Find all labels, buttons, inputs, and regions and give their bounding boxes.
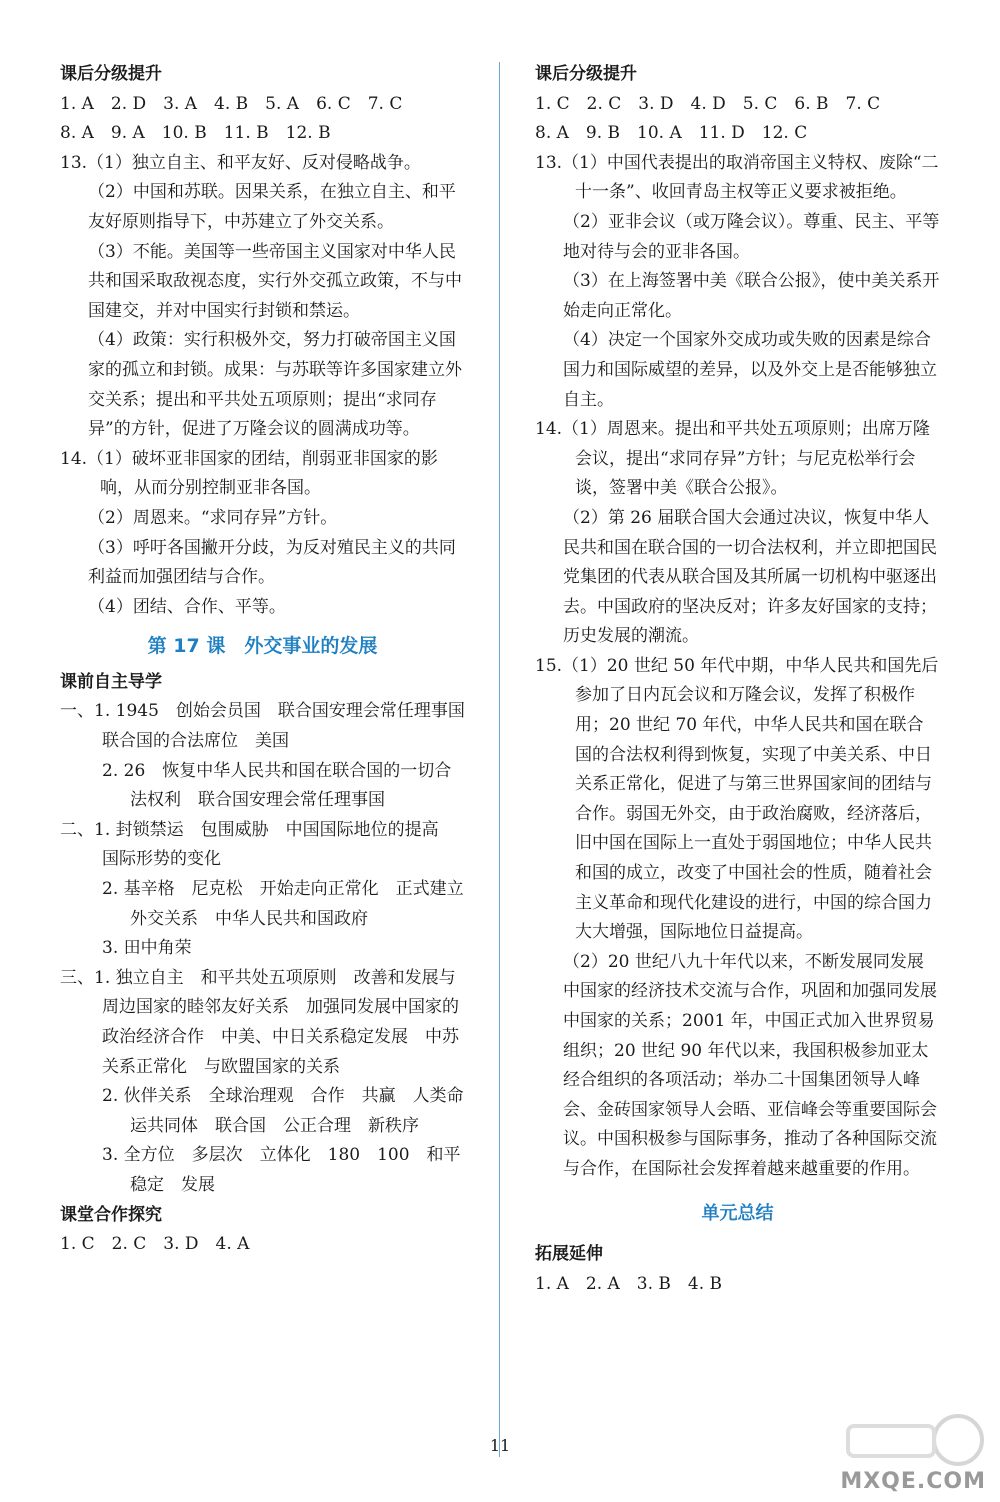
question-14-part-3: （3）呼吁各国撇开分歧，为反对殖民主义的共同利益而加强团结与合作。	[88, 537, 456, 588]
section-title: 课前自主导学	[60, 671, 162, 692]
answer-group: 一、1. 1945 创始会员国 联合国安理会常任理事国 联合国的合法席位 美国	[60, 701, 482, 752]
question-13-part-2: （2）亚非会议（或万隆会议）。尊重、民主、平等地对待与会的亚非各国。	[563, 211, 940, 262]
question-15-part-2: （2）20 世纪八九十年代以来，不断发展同发展中国家的经济技术交流与合作，巩固和加强同发展中国家的关系；2001 年，中国正式加入世界贸易组织；20 世纪 90 年代以来，我国积极参加亚太经合组织的各项活动；举办二十国集团领导人峰会、金砖国家领导人会晤、亚信峰会等重要国际会议。中国积极参与国际事务，推动了各种国际交流与合作，在国际社会发挥着越来越重要的作用。	[563, 951, 937, 1179]
section-title: 课后分级提升	[535, 64, 637, 84]
answer-group: 2. 26 恢复中华人民共和国在联合国的一切合法权利 联合国安理会常任理事国	[102, 760, 452, 811]
answer-group: 3. 全方位 多层次 立体化 180 100 和平 稳定 发展	[102, 1145, 478, 1195]
left-column	[60, 60, 482, 1260]
answer-group: 三、1. 独立自主 和平共处五项原则 改善和发展与周边国家的睦邻友好关系 加强同发展中国家的政治经济合作 中美、中日关系稳定发展 中苏关系正常化 与欧盟国家的关系	[60, 967, 459, 1077]
answer-line: 8. A 9. A 10. B 11. B 12. B	[60, 123, 331, 144]
unit-summary-title: 单元总结	[701, 1202, 774, 1224]
question-13-part-4: （4）政策：实行积极外交，努力打破帝国主义国家的孤立和封锁。成果：与苏联等许多国家建立外交关系；提出和平共处五项原则；提出“求同存异”的方针，促进了万隆会议的圆满成功等。	[88, 330, 462, 440]
question-13-part-1: 13.（1）中国代表提出的取消帝国主义特权、废除“二十一条”、收回青岛主权等正义要求被拒绝。	[535, 152, 939, 203]
answer-line: 1. A 2. D 3. A 4. B 5. A 6. C 7. C	[60, 93, 403, 114]
answer-group: 2. 伙伴关系 全球治理观 合作 共赢 人类命运共同体 联合国 公正合理 新秩序	[102, 1086, 464, 1136]
page-number: 11	[489, 1436, 511, 1455]
section-title: 课堂合作探究	[60, 1204, 162, 1225]
question-13-part-2: （2）中国和苏联。因果关系，在独立自主、和平友好原则指导下，中苏建立了外交关系。	[88, 182, 456, 232]
answer-line: 8. A 9. B 10. A 11. D 12. C	[535, 123, 808, 144]
question-14-part-4: （4）团结、合作、平等。	[88, 596, 286, 617]
question-13-part-3: （3）在上海签署中美《联合公报》，使中美关系开始走向正常化。	[563, 271, 940, 321]
answer-line: 1. C 2. C 3. D 4. A	[60, 1234, 250, 1255]
section-title: 拓展延伸	[535, 1244, 603, 1265]
answer-group: 2. 基辛格 尼克松 开始走向正常化 正式建立外交关系 中华人民共和国政府	[102, 879, 464, 929]
watermark-text: MXQE.COM	[840, 1469, 986, 1494]
question-13-part-3: （3）不能。美国等一些帝国主义国家对中华人民共和国采取敌视态度，实行外交孤立政策，不与中国建交，并对中国实行封锁和禁运。	[88, 241, 462, 321]
question-14-part-1: 14.（1）周恩来。提出和平共处五项原则；出席万隆会议，提出“求同存异”方针；与尼克松举行会谈，签署中美《联合公报》。	[535, 419, 930, 499]
question-15-part-1: 15.（1）20 世纪 50 年代中期，中华人民共和国先后参加了日内瓦会议和万隆会议，发挥了积极作用；20 世纪 70 年代，中华人民共和国在联合国的合法权利得到恢复，实现了中美关系、中日关系正常化，促进了与第三世界国家间的团结与合作。弱国无外交，由于政治腐败，经济落后，旧中国在国际上一直处于弱国地位；中华人民共和国的成立，改变了中国社会的性质，随着社会主义革命和现代化建设的进行，中国的综合国力大大增强，国际地位日益提高。	[535, 655, 939, 943]
column-divider	[499, 62, 500, 1457]
section-title: 课后分级提升	[60, 64, 162, 84]
answer-group: 二、1. 封锁禁运 包围威胁 中国国际地位的提高 国际形势的变化	[60, 819, 456, 870]
answer-line: 1. A 2. A 3. B 4. B	[535, 1273, 723, 1294]
answer-group: 3. 田中角荣	[102, 938, 192, 959]
question-13-part-4: （4）决定一个国家外交成功或失败的因素是综合国力和国际威望的差异，以及外交上是否能够独立自主。	[563, 330, 937, 410]
question-14-part-2: （2）第 26 届联合国大会通过决议，恢复中华人民共和国在联合国的一切合法权利，并立即把国民党集团的代表从联合国及其所属一切机构中驱逐出去。中国政府的坚决反对；许多友好国家的支持；历史发展的潮流。	[563, 507, 937, 647]
right-column	[535, 60, 940, 1299]
question-14-part-1: 14.（1）破坏亚非国家的团结，削弱亚非国家的影响，从而分别控制亚非各国。	[60, 448, 438, 499]
answer-line: 1. C 2. C 3. D 4. D 5. C 6. B 7. C	[535, 93, 881, 114]
question-13-part-1: 13.（1）独立自主、和平友好、反对侵略战争。	[60, 152, 421, 173]
lesson-title: 第 17 课 外交事业的发展	[147, 635, 378, 658]
question-14-part-2: （2）周恩来。“求同存异”方针。	[88, 507, 338, 528]
